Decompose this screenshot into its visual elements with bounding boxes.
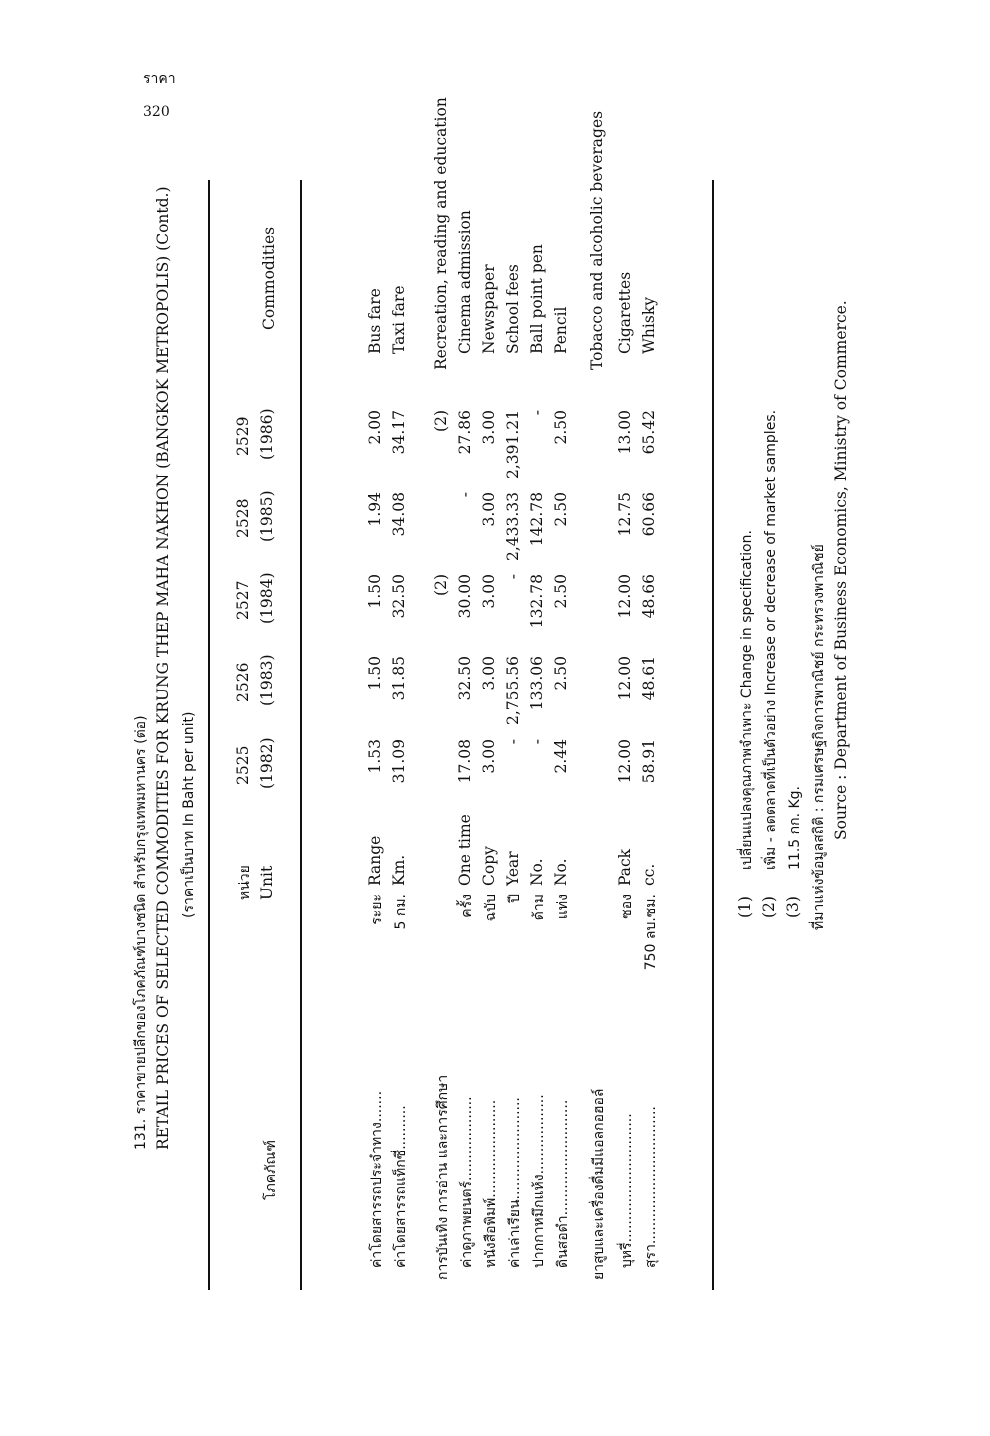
table-cell-value: - <box>528 739 546 745</box>
table-cell-value: 2.50 <box>552 574 570 609</box>
table-cell-value: 12.75 <box>616 492 634 537</box>
col-header-year-ad: (1982) <box>258 737 276 789</box>
col-header-commodities-en: Commodities <box>260 226 278 330</box>
col-header-year-be: 2526 <box>234 662 252 702</box>
unit-en: No. <box>528 858 546 886</box>
table-cell-value: 48.61 <box>640 656 658 701</box>
table-cell-value: 3.00 <box>480 410 498 445</box>
table-cell-value: 142.78 <box>528 492 546 547</box>
col-header-year-be: 2529 <box>234 416 252 456</box>
table-cell-value: (2) <box>432 410 450 432</box>
commodity-name-th: ค่าโดยสารรถประจำทาง....... <box>369 1090 385 1268</box>
table-cell-value: 27.86 <box>456 410 474 455</box>
table-header-rule <box>300 180 302 1290</box>
unit-th: 5 กม. <box>393 894 409 930</box>
source-thai: ที่มาแห่งข้อมูลสถิติ : กรมเศรษฐกิจการพาณิชย์ กระทรวงพาณิชย์ <box>811 544 827 930</box>
unit-en: No. <box>552 858 570 886</box>
table-cell-value: 133.06 <box>528 656 546 711</box>
table-cell-value: 34.08 <box>390 492 408 537</box>
commodity-name-th: บุหรี่............................. <box>619 1113 635 1268</box>
table-cell-value: (2) <box>432 574 450 596</box>
footnote-text: เพิ่ม - ลดตลาดที่เป็นตัวอย่าง Increase or decrease of market samples. <box>763 409 779 870</box>
col-header-year-ad: (1983) <box>258 654 276 706</box>
table-cell-value: - <box>504 574 522 580</box>
unit-th: ด้าม <box>531 894 547 921</box>
commodity-name-en: Cigarettes <box>616 271 634 354</box>
unit-th: ครั้ง <box>459 894 475 918</box>
table-cell-value: 1.53 <box>366 739 384 774</box>
footnote-number: (1) <box>736 896 754 918</box>
table-cell-value: 2.50 <box>552 656 570 691</box>
table-cell-value: 132.78 <box>528 574 546 629</box>
col-header-year-be: 2525 <box>234 745 252 785</box>
table-cell-value: 1.50 <box>366 656 384 691</box>
unit-th: ระยะ <box>369 894 385 925</box>
col-header-year-ad: (1985) <box>258 490 276 542</box>
table-cell-value: 48.66 <box>640 574 658 619</box>
commodity-name-en: Newspaper <box>480 264 498 354</box>
table-cell-value: 17.08 <box>456 739 474 784</box>
table-cell-value: 3.00 <box>480 739 498 774</box>
commodity-name-en: Cinema admission <box>456 210 474 354</box>
unit-th: ซอง <box>619 894 635 919</box>
commodity-name-en: School fees <box>504 264 522 354</box>
table-cell-value: - <box>504 739 522 745</box>
unit-th: แท่ง <box>555 894 571 920</box>
table-cell-value: 31.09 <box>390 739 408 784</box>
unit-en: Copy <box>480 846 498 886</box>
unit-en: One time <box>456 814 474 886</box>
page-number: 320 <box>143 104 170 120</box>
col-header-year-be: 2527 <box>234 580 252 620</box>
table-cell-value: 32.50 <box>390 574 408 619</box>
footnote-number: (3) <box>784 896 802 918</box>
commodity-name-en: Taxi fare <box>390 285 408 354</box>
col-header-year-ad: (1986) <box>258 408 276 460</box>
commodity-name-th: ค่าดูภาพยนตร์................... <box>459 1096 475 1268</box>
table-cell-value: 3.00 <box>480 574 498 609</box>
unit-th: 750 ลบ.ซม. <box>643 894 659 971</box>
category-name-en: Tobacco and alcoholic beverages <box>588 110 606 370</box>
table-cell-value: 2,391.21 <box>504 410 522 480</box>
commodity-name-th: ค่าโดยสารรถแท็กซี่.......... <box>393 1105 409 1268</box>
unit-en: Pack <box>616 848 634 886</box>
commodity-name-th: ดินสอดำ.......................... <box>555 1099 571 1268</box>
unit-th: ปี <box>507 894 523 903</box>
commodity-name-en: Ball point pen <box>528 244 546 354</box>
footnote-text: 11.5 กก. Kg. <box>787 786 803 870</box>
table-cell-value: - <box>528 410 546 416</box>
table-cell-value: 2.50 <box>552 492 570 527</box>
unit-th: ฉบับ <box>483 894 499 922</box>
footnote-number: (2) <box>760 896 778 918</box>
col-header-unit-en: Unit <box>258 865 276 900</box>
table-cell-value: 2.50 <box>552 410 570 445</box>
category-name-th: การบันเทิง การอ่าน และการศึกษา <box>435 1074 451 1280</box>
unit-en: Year <box>504 851 522 886</box>
table-cell-value: 12.00 <box>616 574 634 619</box>
category-name-en: Recreation, reading and education <box>432 97 450 370</box>
title-english: RETAIL PRICES OF SELECTED COMMODITIES FOR KRUNG THEP MAHA NAKHON (BANGKOK METROPOLIS) (Contd.) <box>154 186 172 1150</box>
table-cell-value: - <box>456 492 474 498</box>
price-label: ราคา <box>143 71 176 87</box>
unit-en: Km. <box>390 854 408 886</box>
unit-en: cc. <box>640 863 658 886</box>
col-header-year-ad: (1984) <box>258 572 276 624</box>
title-thai: 131. ราคาขายปลีกของโภคภัณฑ์บางชนิด สำหรับกรุงเทพมหานคร (ต่อ) <box>133 715 149 1150</box>
table-cell-value: 2.00 <box>366 410 384 445</box>
col-header-year-be: 2528 <box>234 498 252 538</box>
footnote-text: เปลี่ยนแปลงคุณภาพจำเพาะ Change in specification. <box>739 530 755 870</box>
table-cell-value: 65.42 <box>640 410 658 455</box>
table-cell-value: 60.66 <box>640 492 658 537</box>
table-cell-value: 34.17 <box>390 410 408 455</box>
commodity-name-th: หนังสือพิมพ์...................... <box>483 1099 499 1268</box>
table-cell-value: 32.50 <box>456 656 474 701</box>
commodity-name-en: Whisky <box>640 297 658 354</box>
table-cell-value: 2,433.33 <box>504 492 522 562</box>
unit-en: Range <box>366 835 384 886</box>
table-bottom-rule <box>712 180 714 1290</box>
table-cell-value: 1.94 <box>366 492 384 527</box>
col-header-commodities-th: โภคภัณฑ์ <box>263 1140 279 1200</box>
table-cell-value: 30.00 <box>456 574 474 619</box>
table-cell-value: 3.00 <box>480 492 498 527</box>
table-cell-value: 3.00 <box>480 656 498 691</box>
commodity-name-en: Bus fare <box>366 288 384 354</box>
category-name-th: ยาสูบและเครื่องดื่มมีแอลกอฮอล์ <box>591 1088 607 1280</box>
source-english: Source : Department of Business Economics, Ministry of Commerce. <box>832 300 850 840</box>
table-cell-value: 2.44 <box>552 739 570 774</box>
commodity-name-th: สุรา............................... <box>643 1106 659 1268</box>
table-cell-value: 12.00 <box>616 739 634 784</box>
table-cell-value: 31.85 <box>390 656 408 701</box>
unit-note: (ราคาเป็นบาท In Baht per unit) <box>181 711 197 918</box>
commodity-name-th: ปากกาหมึกแห้ง.................. <box>531 1094 547 1268</box>
table-top-rule <box>208 180 210 1290</box>
commodity-name-en: Pencil <box>552 306 570 354</box>
col-header-unit-th: หน่วย <box>237 865 253 900</box>
table-cell-value: 1.50 <box>366 574 384 609</box>
table-cell-value: 2,755.56 <box>504 656 522 726</box>
table-cell-value: 12.00 <box>616 656 634 701</box>
table-cell-value: 13.00 <box>616 410 634 455</box>
table-cell-value: 58.91 <box>640 739 658 784</box>
commodity-name-th: ค่าเล่าเรียน....................... <box>507 1097 523 1268</box>
